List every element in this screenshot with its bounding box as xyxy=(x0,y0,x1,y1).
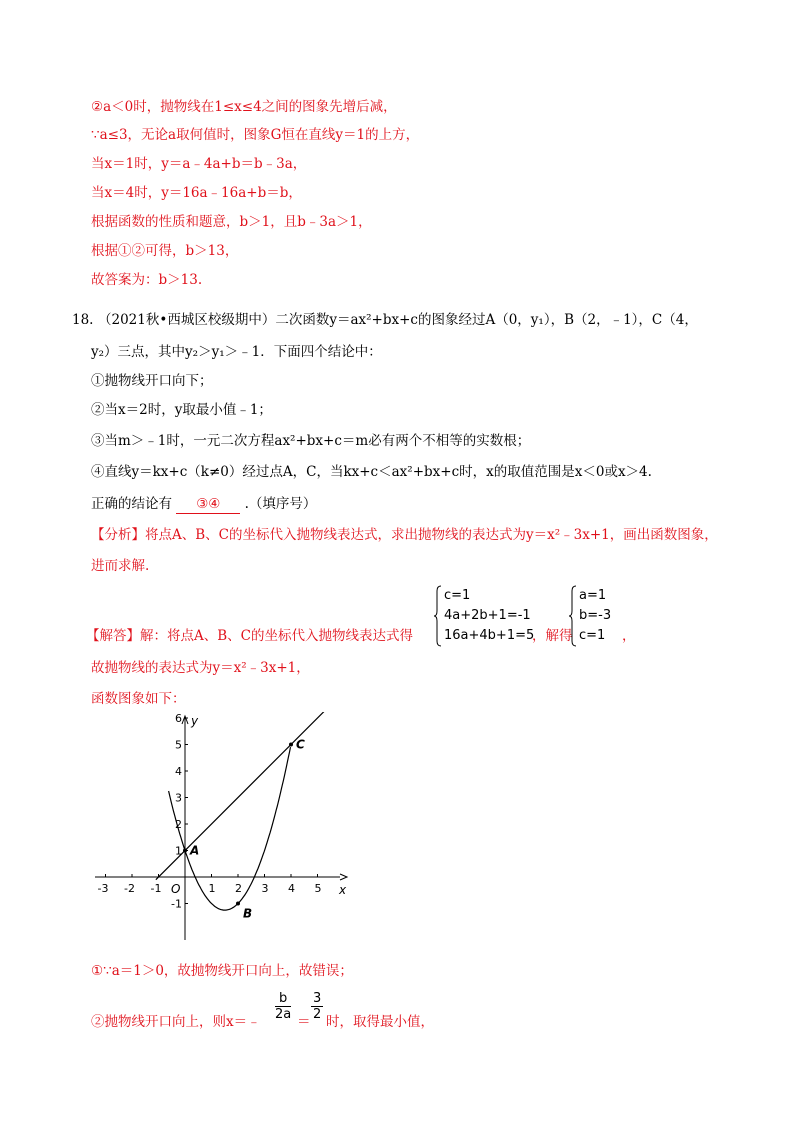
brace-icon xyxy=(569,585,577,647)
system-eq: a=1 xyxy=(579,588,607,603)
point-2: ②抛物线开口向上，则x＝﹣ xyxy=(91,1014,261,1030)
answer-prefix: 正确的结论有 xyxy=(91,496,172,512)
x-tick-label: -3 xyxy=(97,882,109,895)
point-label: A xyxy=(190,843,200,858)
x-axis-arrow xyxy=(340,874,347,880)
point-label: B xyxy=(243,906,253,921)
choice-3: ③当m＞﹣1时，一元二次方程ax²+bx+c＝m必有两个不相等的实数根； xyxy=(91,433,531,449)
x-axis-label: x xyxy=(339,883,347,897)
choice-4: ④直线y＝kx+c（k≠0）经过点A，C，当kx+c＜ax²+bx+c时，x的取值范围是x＜0或x＞4. xyxy=(91,464,652,480)
x-tick-label: 3 xyxy=(261,882,269,895)
point-2-end: 时，取得最小值， xyxy=(326,1014,434,1030)
point-b xyxy=(236,902,240,906)
solution-line: 故答案为：b＞13. xyxy=(91,272,203,288)
y-tick-label: -1 xyxy=(171,897,182,911)
solution-end: ， xyxy=(622,628,636,644)
y-tick-label: 3 xyxy=(175,791,182,805)
parabola-curve xyxy=(169,747,291,910)
equation-system xyxy=(434,585,544,649)
graph-body xyxy=(95,712,347,940)
x-tick-label: 1 xyxy=(208,882,216,895)
x-tick-label: 5 xyxy=(314,882,322,895)
equals-sign: ＝ xyxy=(297,1014,311,1030)
point-1: ①∵a＝1＞0，故抛物线开口向上，故错误； xyxy=(91,963,353,979)
answer-line xyxy=(91,495,316,514)
expression-line: 故抛物线的表达式为y＝x²﹣3x+1， xyxy=(91,660,310,676)
question-number: 18. xyxy=(72,312,94,328)
solution-line: 当x＝4时，y＝16a﹣16a+b＝b， xyxy=(91,185,302,201)
y-axis-label: y xyxy=(191,714,199,728)
origin-label: O xyxy=(171,882,181,896)
analysis-text: 将点A、B、C的坐标代入抛物线表达式，求出抛物线的表达式为y＝x²﹣3x+1，画出函数图象， xyxy=(145,527,718,543)
system-eq: 4a+2b+1=-1 xyxy=(444,608,531,623)
analysis-line xyxy=(91,526,718,544)
system-eq: 16a+4b+1=5 xyxy=(444,628,535,643)
solution-line: ②a＜0时，抛物线在1≤x≤4之间的图象先增后减， xyxy=(91,99,397,115)
x-tick-label: 4 xyxy=(288,882,295,895)
analysis-line: 进而求解. xyxy=(91,558,150,574)
brace-icon xyxy=(434,585,442,647)
solution-line: 根据①②可得，b＞13， xyxy=(91,243,239,259)
function-graph xyxy=(85,712,355,947)
fraction: $\frac{b}{2a}$ xyxy=(275,991,292,1022)
solution-mid: ，解得 xyxy=(532,628,573,644)
question-stem: y₂）三点，其中y₂＞y₁＞﹣1．下面四个结论中： xyxy=(91,344,382,360)
fraction: $\frac{3}{2}$ xyxy=(313,991,322,1022)
analysis-tag: 【分析】 xyxy=(91,527,145,543)
y-tick-label: 5 xyxy=(175,738,182,752)
answer-suffix: .（填序号） xyxy=(244,496,317,512)
system-eq: b=-3 xyxy=(579,608,612,623)
x-tick-label: 2 xyxy=(235,882,242,895)
solution-tag: 【解答】 xyxy=(86,628,140,644)
point-a xyxy=(183,849,187,853)
point-c xyxy=(289,743,293,747)
answer-blank: ③④ xyxy=(176,495,240,514)
y-tick-label: 4 xyxy=(175,765,182,778)
y-tick-label: 6 xyxy=(175,712,182,725)
question-stem: （2021秋•西城区校级期中）二次函数y＝ax²+bx+c的图象经过A（0，y₁），B（2，﹣1），C（4， xyxy=(98,312,698,328)
graph-intro: 函数图象如下： xyxy=(91,691,186,707)
y-tick-label: 2 xyxy=(175,818,182,831)
y-tick-label: 1 xyxy=(175,844,182,858)
solution-intro: 【解答】解：将点A、B、C的坐标代入抛物线表达式得 xyxy=(86,628,413,644)
x-tick-label: -2 xyxy=(124,882,135,895)
system-eq: c=1 xyxy=(444,588,471,603)
choice-1: ①抛物线开口向下； xyxy=(91,373,213,389)
solution-line: 当x＝1时，y＝a﹣4a+b＝b﹣3a， xyxy=(91,156,307,172)
solution-system xyxy=(569,585,629,649)
solution-line: ∵a≤3，无论a取何值时，图象G恒在直线y＝1的上方， xyxy=(91,127,420,143)
choice-2: ②当x＝2时，y取最小值﹣1； xyxy=(91,402,272,418)
solution-line: 根据函数的性质和题意，b＞1，且b﹣3a＞1， xyxy=(91,214,372,230)
point-label: C xyxy=(296,737,305,752)
x-tick-label: -1 xyxy=(150,882,162,895)
system-eq: c=1 xyxy=(579,628,606,643)
